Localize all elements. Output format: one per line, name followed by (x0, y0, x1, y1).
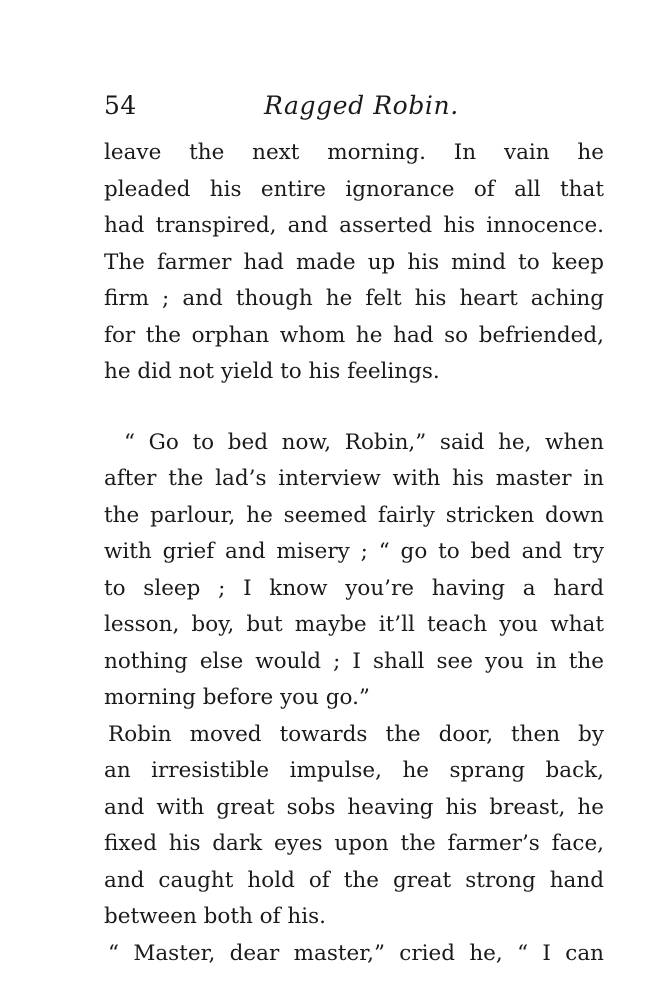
text-line: between both of his. (104, 904, 327, 929)
text-line: an irresistible impulse, he sprang back, (104, 758, 604, 783)
text-line: after the lad’s interview with his master in (104, 466, 604, 491)
text-line: fixed his dark eyes upon the farmer’s face, (104, 831, 604, 856)
text-line: leave the next morning. In vain he (104, 140, 604, 165)
text-line: for the orphan whom he had so befriended, (104, 322, 604, 348)
text-line: The farmer had made up his mind to keep (104, 249, 604, 275)
paragraph-gap (104, 391, 604, 425)
text-line: firm ; and though he felt his heart aching (104, 286, 604, 311)
page-number: 54 (104, 91, 137, 120)
text-line: nothing else would ; I shall see you in the (104, 648, 604, 674)
body-text (104, 135, 604, 972)
text-line: with grief and misery ; “ go to bed and try (104, 539, 604, 564)
text-line: pleaded his entire ignorance of all that (104, 176, 604, 202)
text-line: “ Master, dear master,” cried he, “ I can (108, 940, 604, 966)
text-line: Robin moved towards the door, then by (108, 721, 604, 747)
text-line: and with great sobs heaving his breast, he (104, 794, 604, 820)
text-line: to sleep ; I know you’re having a hard (104, 575, 604, 601)
text-line: and caught hold of the great strong hand (104, 867, 604, 893)
running-title: Ragged Robin. (264, 91, 459, 120)
text-line: lesson, boy, but maybe it’ll teach you what (104, 612, 604, 637)
text-line: the parlour, he seemed fairly stricken down (104, 502, 604, 528)
text-line: morning before you go.” (104, 685, 370, 710)
text-line: had transpired, and asserted his innocence. (104, 213, 604, 238)
page-header (104, 88, 604, 124)
text-line: he did not yield to his feelings. (104, 359, 440, 384)
text-line: “ Go to bed now, Robin,” said he, when (124, 429, 604, 455)
